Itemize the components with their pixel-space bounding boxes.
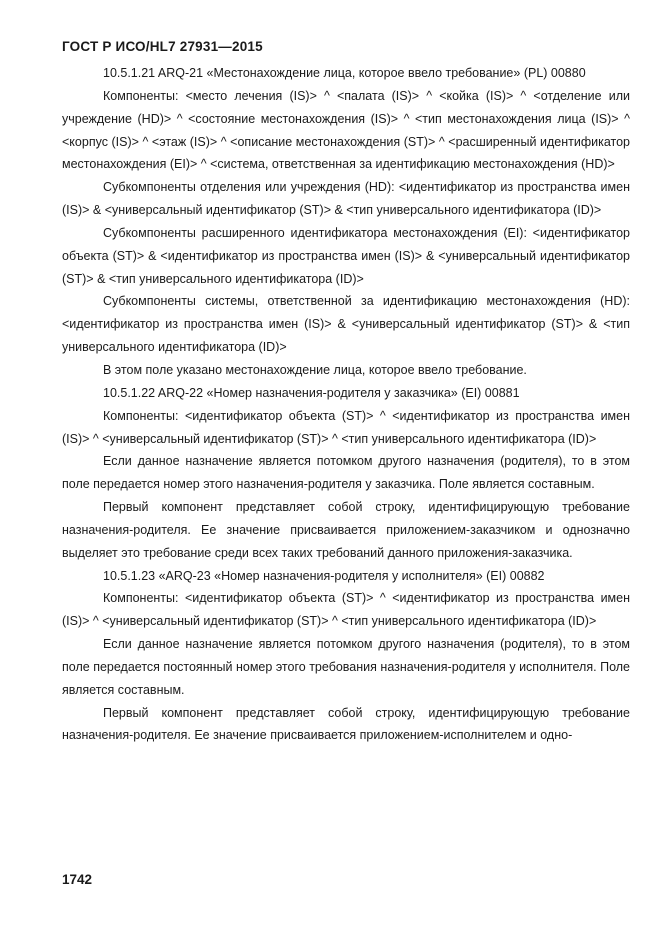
paragraph: В этом поле указано местонахождение лица, которое ввело требование. <box>103 362 527 377</box>
paragraph: Первый компонент представляет собой строку, идентифицирующую требование назначения-родителя. Ее значение присваивается приложением-заказчиком и однозначно выделяет это требование среди всех таких требований данного приложения-заказчика. <box>62 500 630 560</box>
paragraph: Если данное назначение является потомком другого назначения (родителя), то в этом поле передается постоянный номер этого требования назначения-родителя у исполнителя. Поле является составным. <box>62 637 630 697</box>
section-heading-arq-23: 10.5.1.23 «ARQ-23 «Номер назначения-родителя у исполнителя» (EI) 00882 <box>103 568 545 583</box>
section-heading-arq-22: 10.5.1.22 ARQ-22 «Номер назначения-родителя у заказчика» (EI) 00881 <box>103 385 520 400</box>
paragraph: Если данное назначение является потомком другого назначения (родителя), то в этом поле передается номер этого назначения-родителя у заказчика. Поле является составным. <box>62 454 630 492</box>
page-number: 1742 <box>62 872 93 887</box>
paragraph: Компоненты: <идентификатор объекта (ST)> ^ <идентификатор из пространства имен (IS)> ^ <универсальный идентификатор (ST)> ^ <тип универсального идентификатора (ID)> <box>62 591 630 629</box>
document-body <box>62 62 630 747</box>
paragraph: Компоненты: <идентификатор объекта (ST)> ^ <идентификатор из пространства имен (IS)> ^ <универсальный идентификатор (ST)> ^ <тип универсального идентификатора (ID)> <box>62 408 630 446</box>
section-heading-arq-21: 10.5.1.21 ARQ-21 «Местонахождение лица, которое ввело требование» (PL) 00880 <box>103 66 586 80</box>
paragraph: Компоненты: <место лечения (IS)> ^ <палата (IS)> ^ <койка (IS)> ^ <отделение или учреждение (HD)> ^ <состояние местонахождения (IS)> ^ <тип местонахождения лица (IS)> ^ <корпус (IS)> ^ <этаж (IS)> ^ <описание местонахождения (ST)> ^ <расширенный идентификатор местонахождения (EI)> ^ <система, ответственная за идентификацию местонахождения (HD)> <box>62 88 630 172</box>
paragraph: Субкомпоненты отделения или учреждения (HD): <идентификатор из пространства имен (IS)> & <универсальный идентификатор (ST)> & <тип универсального идентификатора (ID)> <box>62 180 630 218</box>
paragraph: Первый компонент представляет собой строку, идентифицирующую требование назначения-родителя. Ее значение присваивается приложением-исполнителем и одно- <box>62 705 630 743</box>
paragraph: Субкомпоненты системы, ответственной за идентификацию местонахождения (HD): <идентификатор из пространства имен (IS)> & <универсальный идентификатор (ST)> & <тип универсального идентификатора (ID)> <box>62 294 630 355</box>
paragraph: Субкомпоненты расширенного идентификатора местонахождения (EI): <идентификатор объекта (ST)> & <идентификатор из пространства имен (IS)> & <универсальный идентификатор (ST)> & <тип универсального идентификатора (ID)> <box>62 225 630 286</box>
document-header: ГОСТ Р ИСО/HL7 27931—2015 <box>62 39 263 54</box>
